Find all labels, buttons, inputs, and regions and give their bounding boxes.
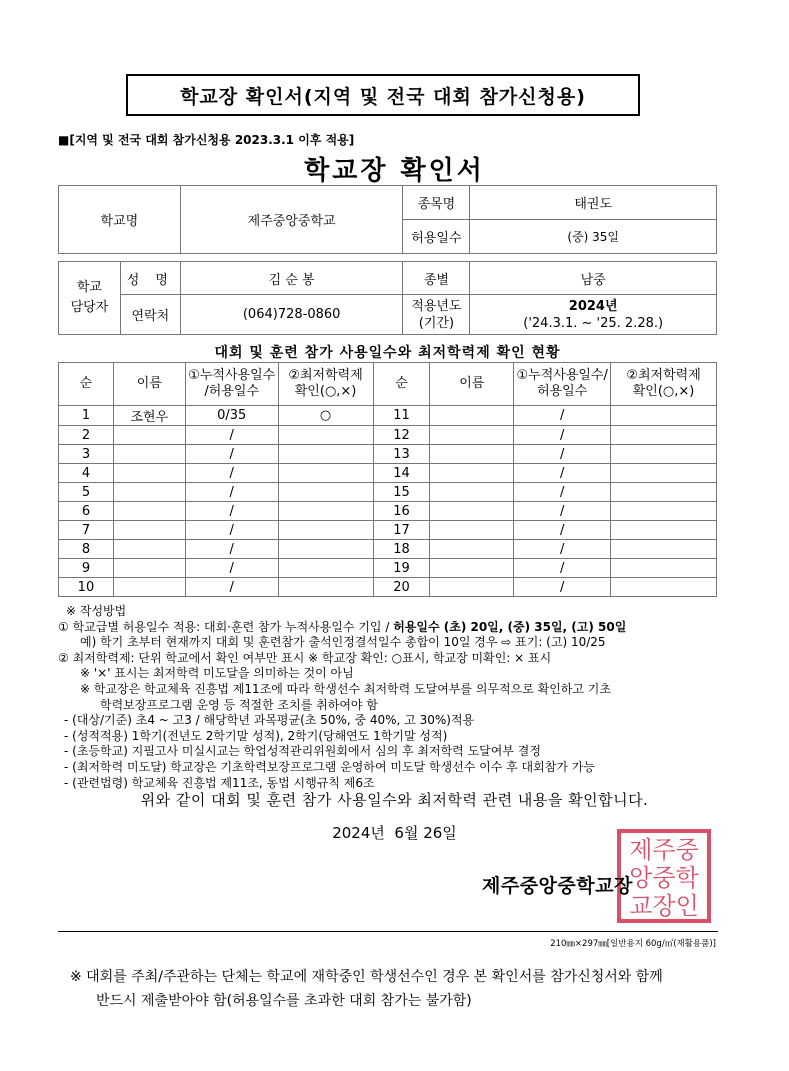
row-days-right: /	[514, 559, 611, 578]
section-title: 대회 및 훈련 참가 사용일수와 최저학력제 확인 현황	[214, 345, 561, 361]
row-days: /	[185, 483, 278, 502]
header-name-right: 이름	[430, 363, 514, 406]
table-row	[59, 426, 717, 445]
participation-table	[58, 362, 717, 597]
school-name-value: 제주중앙중학교	[180, 186, 403, 254]
row-no: 8	[59, 540, 114, 559]
row-name-right	[430, 406, 514, 426]
allowed-days-label: 허용일수	[403, 220, 470, 254]
note-8: - (최저학력 미도달) 학교장은 기초학력보장프로그램 운영하여 미도달 학생선수 이수 후 대회참가 가능	[64, 759, 595, 774]
table-row	[59, 578, 717, 597]
note-4a: ※ 학교장은 학교체육 진흥법 제11조에 따라 학생선수 최저학력 도달여부를 의무적으로 확인하고 기초	[80, 681, 611, 696]
manager-label: 학교 담당자	[59, 262, 121, 335]
principal-signature: 제주중앙중학교장	[482, 875, 633, 897]
row-check	[278, 445, 373, 464]
row-days-right: /	[514, 445, 611, 464]
row-no: 4	[59, 464, 114, 483]
row-name	[113, 559, 185, 578]
note-6: - (성적적용) 1학기(전년도 2학기말 성적), 2학기(당해연도 1학기말 성적)	[64, 728, 448, 743]
footer-line-2: 반드시 제출받아야 함(허용일수를 초과한 대회 참가는 불가함)	[96, 993, 472, 1009]
document-header-title: 학교장 확인서(지역 및 전국 대회 참가신청용)	[180, 85, 586, 108]
row-days-right: /	[514, 483, 611, 502]
stamp-line-1: 제주중	[629, 836, 699, 864]
row-days-right: /	[514, 521, 611, 540]
row-name: 조현우	[113, 406, 185, 426]
contact-label: 연락처	[120, 295, 180, 335]
document-header-box	[126, 74, 640, 116]
row-no-right: 20	[373, 578, 430, 597]
row-days-right: /	[514, 540, 611, 559]
row-name	[113, 502, 185, 521]
row-check	[278, 483, 373, 502]
spacer-row	[59, 254, 717, 262]
row-name-right	[430, 464, 514, 483]
row-days: /	[185, 540, 278, 559]
row-no-right: 15	[373, 483, 430, 502]
row-no-right: 18	[373, 540, 430, 559]
row-no: 2	[59, 426, 114, 445]
note-2: ② 최저학력제: 단위 학교에서 확인 여부만 표시 ※ 학교장 확인: ○표시, 학교장 미확인: × 표시	[58, 650, 552, 665]
row-days-right: /	[514, 406, 611, 426]
header-check: ②최저학력제 확인(○,×)	[278, 363, 373, 406]
row-check-right	[611, 426, 717, 445]
note-5: - (대상/기준) 초4 ~ 고3 / 해당학년 과목평균(초 50%, 중 40%, 고 30%)적용	[64, 713, 475, 728]
row-name-right	[430, 502, 514, 521]
row-days: /	[185, 502, 278, 521]
year-label: 적용년도 (기간)	[403, 295, 470, 335]
row-no-right: 16	[373, 502, 430, 521]
header-name: 이름	[113, 363, 185, 406]
row-check-right	[611, 578, 717, 597]
row-name	[113, 445, 185, 464]
contact-value: (064)728-0860	[180, 295, 403, 335]
row-days: /	[185, 445, 278, 464]
note-1a-text: ① 학교급별 허용일수 적용: 대회·훈련 참가 누적사용일수 기입 /	[58, 619, 394, 634]
note-9: - (관련법령) 학교체육 진흥법 제11조, 동법 시행규칙 제6조	[64, 775, 375, 790]
row-name-right	[430, 426, 514, 445]
row-name-right	[430, 445, 514, 464]
row-check	[278, 578, 373, 597]
allowed-days-value: (중) 35일	[470, 220, 717, 254]
table-row	[59, 406, 717, 426]
row-no-right: 14	[373, 464, 430, 483]
row-days-right: /	[514, 464, 611, 483]
page-title: 학교장 확인서	[304, 156, 485, 186]
notes-heading: ※ 작성방법	[66, 604, 127, 618]
name-value: 김 순 봉	[180, 262, 403, 295]
row-no-right: 13	[373, 445, 430, 464]
row-name	[113, 426, 185, 445]
row-no-right: 17	[373, 521, 430, 540]
table-row	[59, 445, 717, 464]
row-check	[278, 559, 373, 578]
row-no: 10	[59, 578, 114, 597]
row-no: 1	[59, 406, 114, 426]
table-row	[59, 483, 717, 502]
table-header-row	[59, 363, 717, 406]
gender-label: 종별	[403, 262, 470, 295]
row-name-right	[430, 483, 514, 502]
row-no: 6	[59, 502, 114, 521]
row-name-right	[430, 578, 514, 597]
row-check: ○	[278, 406, 373, 426]
row-check-right	[611, 406, 717, 426]
header-no: 순	[59, 363, 114, 406]
row-name-right	[430, 521, 514, 540]
row-check-right	[611, 483, 717, 502]
note-4b: 학력보장프로그램 운영 등 적절한 조치를 취하여야 함	[100, 697, 378, 712]
footer-line-1: ※ 대회를 주최/주관하는 단체는 학교에 재학중인 학생선수인 경우 본 확인서를 참가신청서와 함께	[70, 969, 663, 985]
note-1a-bold: 허용일수 (초) 20일, (중) 35일, (고) 50일	[393, 619, 627, 634]
row-no-right: 19	[373, 559, 430, 578]
footer-notice	[70, 965, 730, 1013]
row-no-right: 12	[373, 426, 430, 445]
event-value: 태권도	[470, 186, 717, 220]
school-name-label: 학교명	[59, 186, 181, 254]
table-row	[59, 502, 717, 521]
paper-spec: 210㎜×297㎜[일반용지 60g/㎡(재활용품)]	[550, 939, 716, 949]
table-row	[59, 559, 717, 578]
instructions	[58, 604, 728, 791]
divider	[58, 931, 718, 932]
note-7: - (초등학교) 지필고사 미실시교는 학업성적관리위원회에서 심의 후 최저학력 도달여부 결정	[64, 744, 541, 759]
row-days-right: /	[514, 426, 611, 445]
year-value-cell	[470, 295, 717, 335]
row-days: /	[185, 426, 278, 445]
note-3: ※ '×' 표시는 최저학력 미도달을 의미하는 것이 아님	[80, 666, 354, 681]
header-no-right: 순	[373, 363, 430, 406]
row-days: /	[185, 559, 278, 578]
row-check-right	[611, 445, 717, 464]
row-days-right: /	[514, 502, 611, 521]
row-check	[278, 540, 373, 559]
row-check-right	[611, 464, 717, 483]
row-no: 7	[59, 521, 114, 540]
row-check	[278, 464, 373, 483]
row-check-right	[611, 559, 717, 578]
note-1b: 예) 학기 초부터 현재까지 대회 및 훈련참가 출석인정결석일수 총합이 10일 경우 ⇨ 표기: (고) 10/25	[80, 635, 606, 650]
confirmation-text: 위와 같이 대회 및 훈련 참가 사용일수와 최저학력 관련 내용을 확인합니다.	[140, 791, 649, 809]
row-name-right	[430, 559, 514, 578]
row-name-right	[430, 540, 514, 559]
period-value: ('24.3.1. ~ '25. 2.28.)	[523, 315, 664, 331]
row-check	[278, 521, 373, 540]
row-name	[113, 578, 185, 597]
row-name	[113, 540, 185, 559]
row-days: /	[185, 578, 278, 597]
header-days-right: ①누적사용일수/ 허용일수	[514, 363, 611, 406]
school-info-table	[58, 185, 717, 335]
row-check	[278, 502, 373, 521]
form-version-note: ■[지역 및 전국 대회 참가신청용 2023.3.1 이후 적용]	[58, 133, 355, 147]
header-days: ①누적사용일수 /허용일수	[185, 363, 278, 406]
row-check-right	[611, 540, 717, 559]
row-no: 9	[59, 559, 114, 578]
event-label: 종목명	[403, 186, 470, 220]
row-name	[113, 521, 185, 540]
gender-value: 남중	[470, 262, 717, 295]
table-row	[59, 464, 717, 483]
stamp-line-3: 교장인	[629, 892, 699, 920]
name-label: 성 명	[120, 262, 180, 295]
row-no: 5	[59, 483, 114, 502]
table-row	[59, 540, 717, 559]
row-no: 3	[59, 445, 114, 464]
header-check-right: ②최저학력제 확인(○,×)	[611, 363, 717, 406]
year-value: 2024년	[568, 298, 618, 314]
table-row	[59, 521, 717, 540]
issue-date: 2024년 6월 26일	[332, 824, 457, 842]
row-days-right: /	[514, 578, 611, 597]
row-check-right	[611, 502, 717, 521]
row-days: 0/35	[185, 406, 278, 426]
note-1a	[58, 620, 728, 636]
row-check-right	[611, 521, 717, 540]
row-days: /	[185, 521, 278, 540]
row-name	[113, 464, 185, 483]
stamp-line-2: 앙중학	[629, 864, 699, 892]
row-days: /	[185, 464, 278, 483]
row-no-right: 11	[373, 406, 430, 426]
row-check	[278, 426, 373, 445]
row-name	[113, 483, 185, 502]
